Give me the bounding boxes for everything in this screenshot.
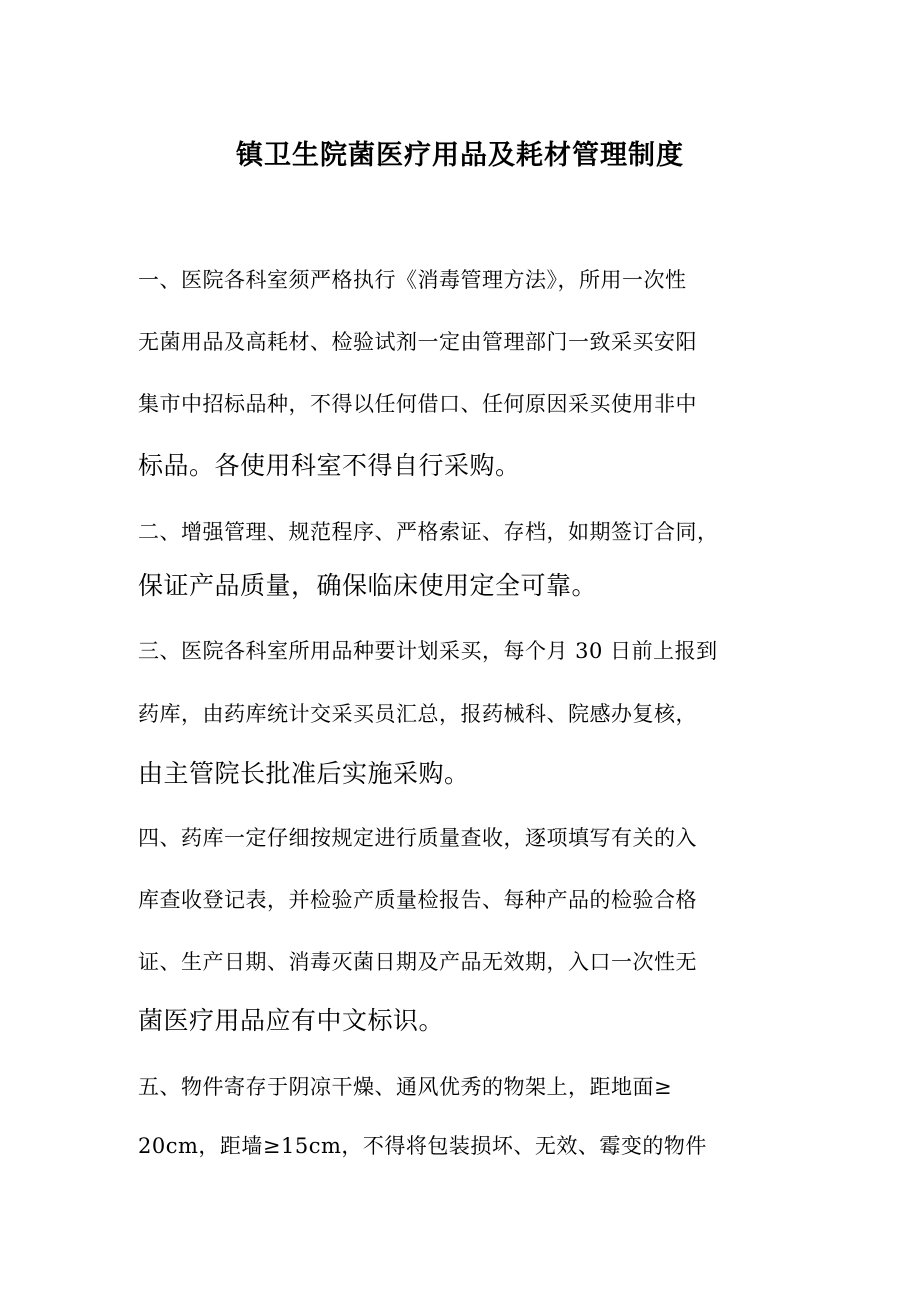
text-line: 20cm，距墙≥15cm，不得将包装损坏、无效、霉变的物件	[138, 1134, 707, 1158]
text-line: 无菌用品及高耗材、检验试剂一定由管理部门一致采买安阳	[138, 330, 697, 354]
text-line: 证、生产日期、消毒灭菌日期及产品无效期，入口一次性无	[138, 950, 697, 974]
text-line: 三、医院各科室所用品种要计划采买，每个月 30 日前上报到	[138, 639, 718, 663]
text-line: 集市中招标品种，不得以任何借口、任何原因采买使用非中	[138, 392, 697, 416]
text-line: 由主管院长批准后实施采购。	[138, 759, 470, 788]
text-line: 药库，由药库统计交采买员汇总，报药械科、院感办复核，	[138, 702, 697, 726]
text-line: 一、医院各科室须严格执行《消毒管理方法》，所用一次性	[138, 268, 687, 292]
text-line: 四、药库一定仔细按规定进行质量查收，逐项填写有关的入	[138, 826, 697, 850]
text-line: 保证产品质量，确保临床使用定全可靠。	[138, 571, 598, 600]
text-line: 二、增强管理、规范程序、严格索证、存档，如期签订合同，	[138, 520, 719, 544]
text-line: 菌医疗用品应有中文标识。	[138, 1006, 445, 1035]
text-line: 五、物件寄存于阴凉干燥、通风优秀的物架上，距地面≥	[138, 1075, 673, 1099]
document-title: 镇卫生院菌医疗用品及耗材管理制度	[236, 140, 684, 171]
text-line: 标品。各使用科室不得自行采购。	[138, 451, 521, 480]
text-line: 库查收登记表，并检验产质量检报告、每种产品的检验合格	[138, 888, 697, 912]
